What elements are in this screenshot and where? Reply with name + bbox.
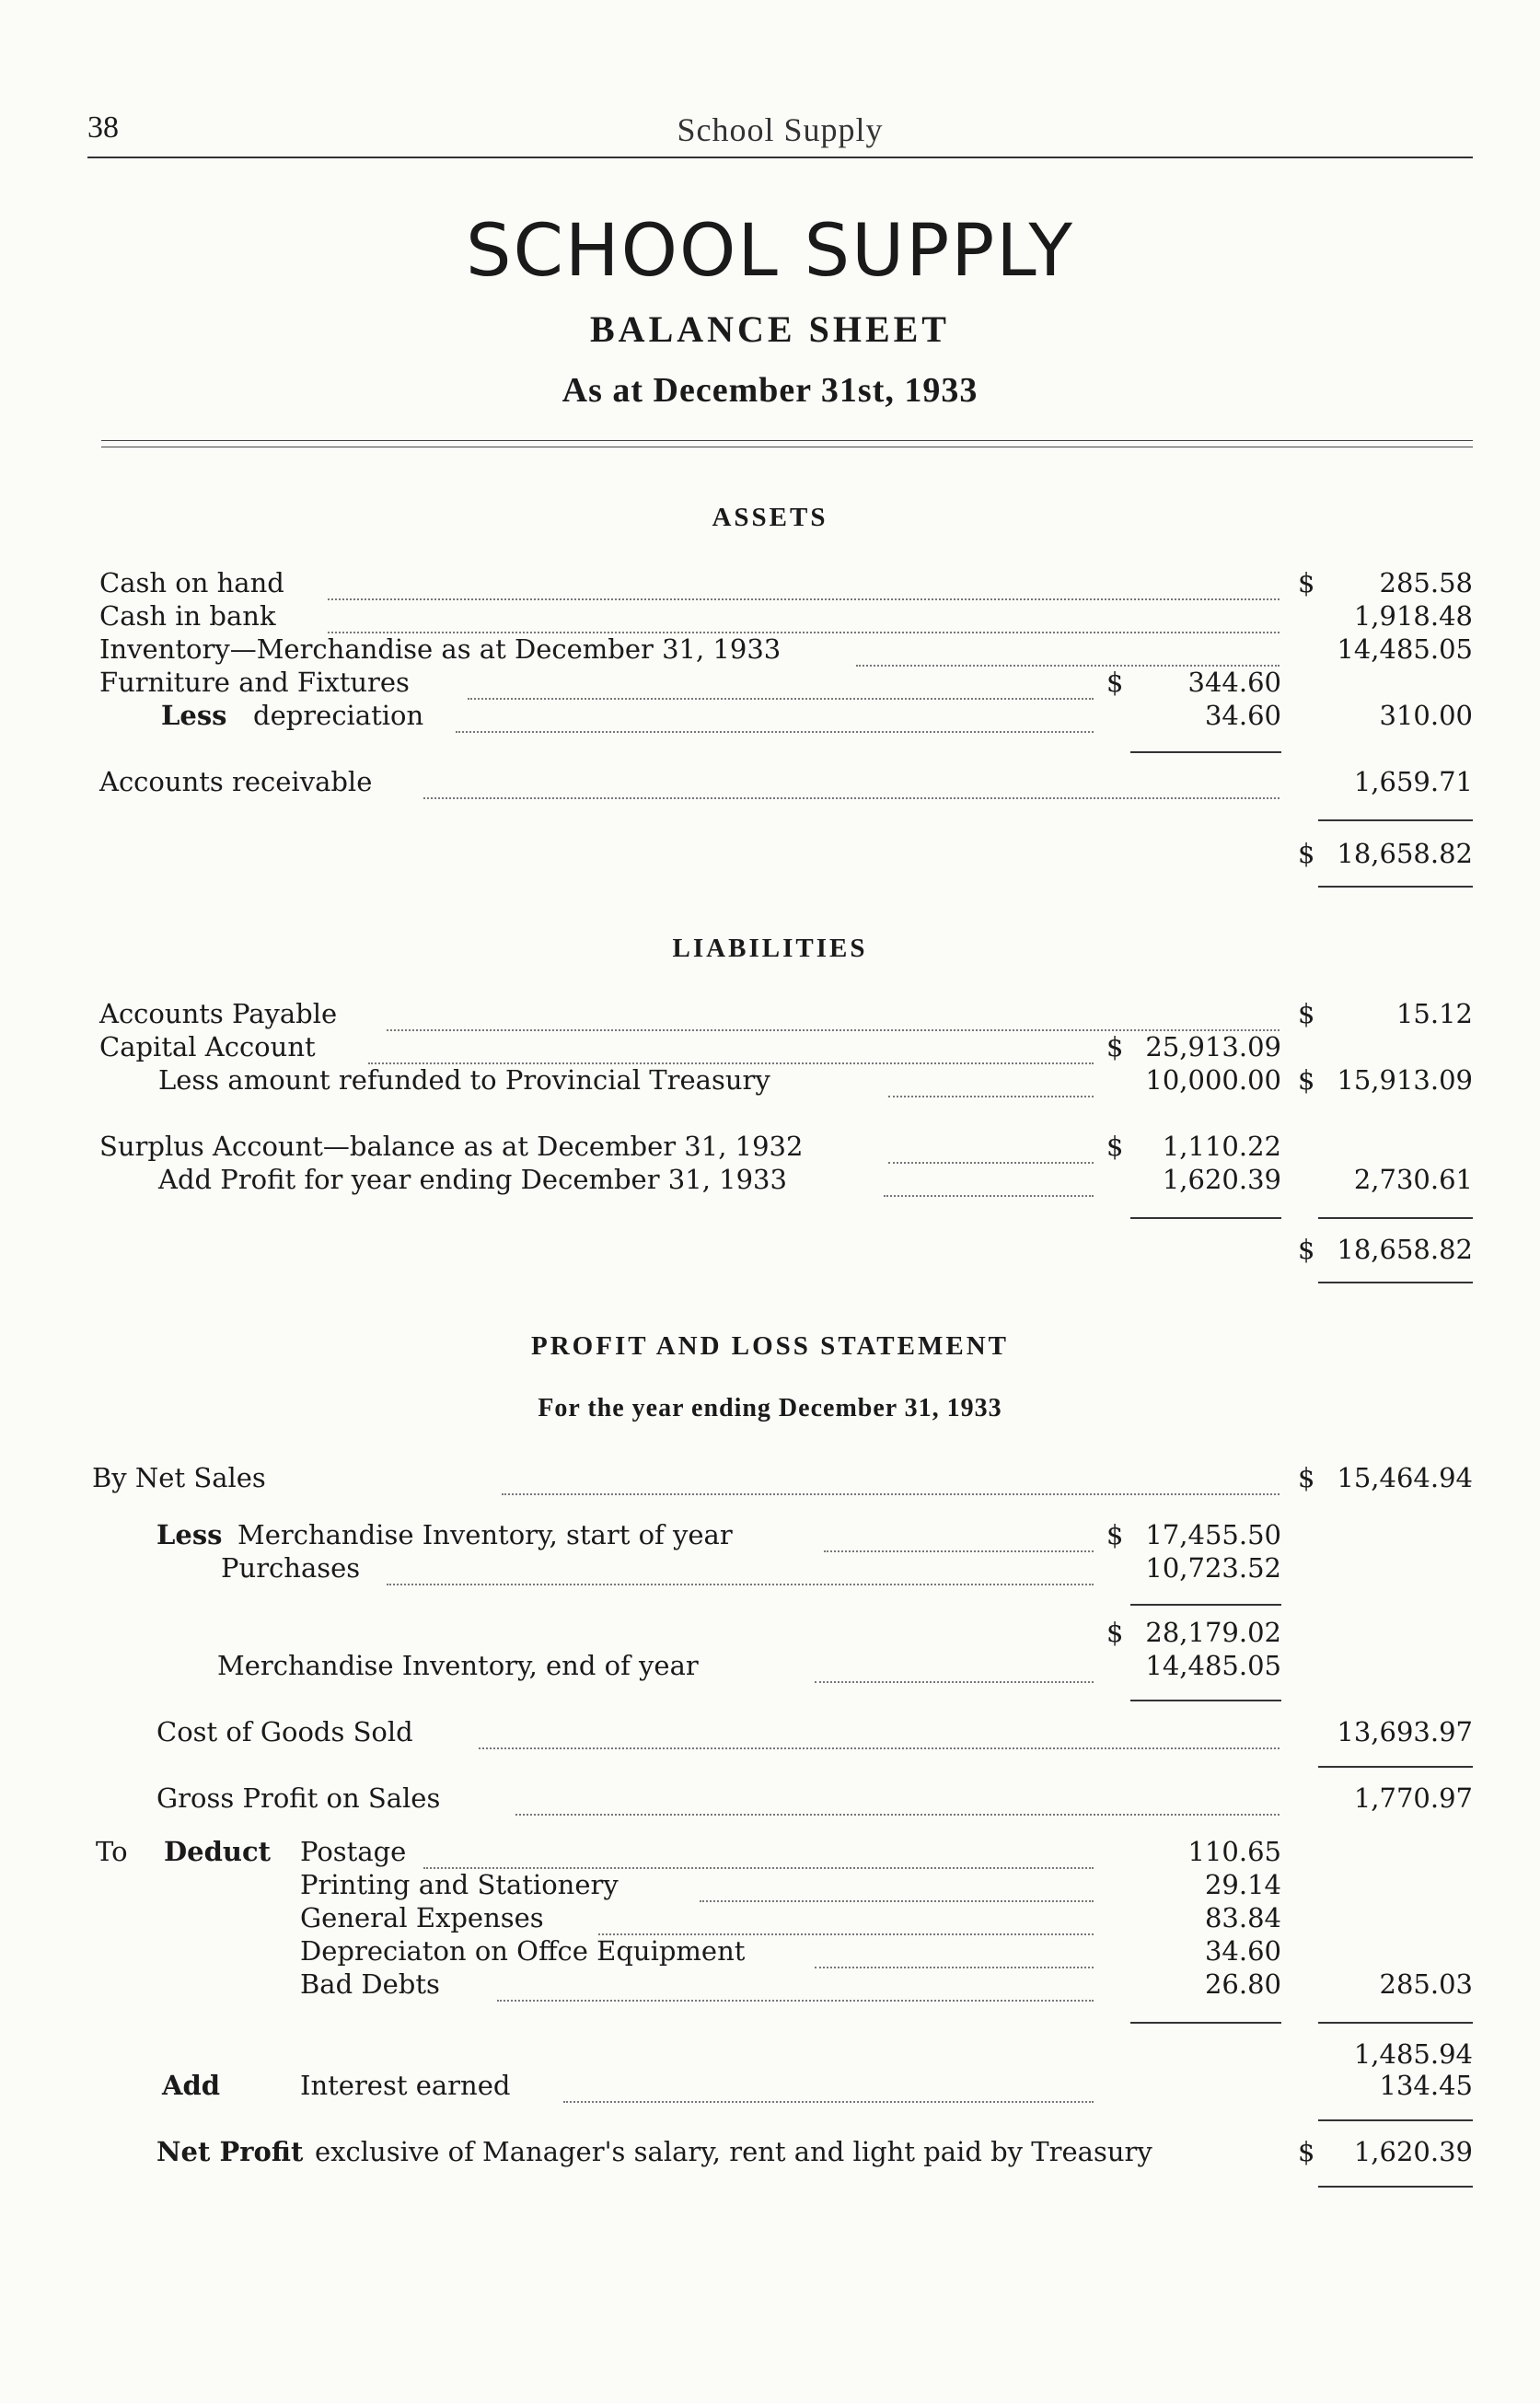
row-label: exclusive of Manager's salary, rent and light paid by Treasury [315,2136,1152,2167]
row-label: Inventory—Merchandise as at December 31, 1933 [99,633,782,665]
liability-row-capital [0,1031,1540,1064]
assets-heading: ASSETS [712,503,828,532]
dollar-sign: $ [1106,667,1124,698]
liability-row-refund [0,1064,1540,1097]
dollar-sign: $ [1298,998,1315,1029]
amount: 1,918.48 [1353,600,1473,632]
assets-total: 18,658.82 [1337,838,1473,869]
row-label: Gross Profit on Sales [156,1782,441,1814]
dot-leader [368,1031,1094,1064]
row-prefix: Less [156,1519,223,1550]
pnl-row-cogs [0,1716,1540,1749]
pnl-row-net-profit [0,2136,1540,2169]
dot-leader [563,2070,1094,2103]
dot-leader [497,1968,1094,2002]
row-prefix: Add [162,2070,221,2101]
row-label: Accounts receivable [99,766,373,797]
double-rule [101,440,1473,447]
amount: 134.45 [1379,2070,1473,2101]
row-label: Accounts Payable [99,998,338,1029]
amount: 1,770.97 [1353,1782,1473,1814]
amount: 285.58 [1379,567,1473,598]
total-rule [1318,2186,1473,2188]
amount: 10,000.00 [1145,1064,1281,1096]
row-label: By Net Sales [92,1462,266,1493]
deduct-prefix: Deduct [164,1836,272,1867]
amount: 26.80 [1204,1968,1281,2000]
dot-leader [423,766,1279,799]
amount: 15,913.09 [1337,1064,1473,1096]
amount: 28,179.02 [1145,1617,1281,1648]
dollar-sign: $ [1298,838,1315,869]
row-label: Purchases [221,1552,361,1584]
row-label: Cash on hand [99,567,284,598]
row-prefix: Net Profit [156,2136,304,2167]
document-title: SCHOOL SUPPLY [465,210,1075,293]
asset-row-furniture [0,667,1540,700]
dot-leader [328,567,1279,600]
row-label: Bad Debts [300,1968,440,2000]
row-label: Printing and Stationery [300,1869,619,1900]
pnl-row-inventory-end [0,1650,1540,1683]
running-header [87,110,1473,158]
dot-leader [598,1902,1094,1935]
liability-row-surplus [0,1131,1540,1164]
pnl-subheading: For the year ending December 31, 1933 [538,1394,1002,1422]
row-prefix: Less [161,700,227,731]
dollar-sign: $ [1298,567,1315,598]
liability-row-payable [0,998,1540,1031]
dollar-sign: $ [1106,1031,1124,1062]
dot-leader [502,1462,1279,1495]
asset-row-depreciation [0,700,1540,733]
subtotal-rule [1318,2022,1473,2024]
pnl-row-interest [0,2070,1540,2103]
amount: 1,620.39 [1162,1164,1281,1195]
row-label: Depreciaton on Offce Equipment [300,1935,746,1967]
pnl-row-general [0,1902,1540,1935]
row-label: Cash in bank [99,600,276,632]
document-subtitle: BALANCE SHEET [590,308,950,350]
subtotal-rule [1130,1217,1281,1219]
assets-total-row [0,838,1540,871]
dot-leader [423,1836,1094,1869]
pnl-row-subtotal [0,1617,1540,1650]
dot-leader [479,1716,1279,1749]
amount: 34.60 [1204,1935,1281,1967]
row-label: Less amount refunded to Provincial Treasury [158,1064,770,1096]
total-rule [1318,1217,1473,1219]
dot-leader [856,633,1279,667]
dot-leader [815,1650,1094,1683]
dot-leader [815,1935,1094,1968]
amount: 15.12 [1395,998,1473,1029]
asset-row-cash-on-hand [0,567,1540,600]
liability-row-profit [0,1164,1540,1197]
amount: 2,730.61 [1353,1164,1473,1195]
amount: 110.65 [1187,1836,1281,1867]
pnl-row-net-sales [0,1462,1540,1495]
pnl-row-postage [0,1836,1540,1869]
subtotal-rule [1130,1700,1281,1701]
net-profit-amount: 1,620.39 [1353,2136,1473,2167]
subtotal-rule [1130,2022,1281,2024]
amount: 285.03 [1379,1968,1473,2000]
amount: 1,485.94 [1353,2038,1473,2070]
asset-row-inventory [0,633,1540,667]
amount: 29.14 [1204,1869,1281,1900]
dollar-sign: $ [1298,1462,1315,1493]
deduct-prefix-to: To [96,1836,128,1867]
amount: 1,110.22 [1162,1131,1281,1162]
row-label: General Expenses [300,1902,544,1933]
amount: 310.00 [1379,700,1473,731]
amount: 25,913.09 [1145,1031,1281,1062]
dollar-sign: $ [1298,2136,1315,2167]
amount: 1,659.71 [1353,766,1473,797]
amount: 34.60 [1204,700,1281,731]
subtotal-rule [1130,1604,1281,1606]
dot-leader [387,998,1279,1031]
date-line: As at December 31st, 1933 [562,371,978,410]
amount: 14,485.05 [1145,1650,1281,1681]
dot-leader [468,667,1094,700]
amount: 15,464.94 [1337,1462,1473,1493]
dot-leader [515,1782,1279,1816]
dollar-sign: $ [1298,1234,1315,1265]
row-label: Surplus Account—balance as at December 31, 1932 [99,1131,804,1162]
amount: 83.84 [1204,1902,1281,1933]
row-label: Merchandise Inventory, start of year [237,1519,733,1550]
row-label: Postage [300,1836,407,1867]
pnl-row-after-deductions [0,2038,1540,2072]
amount: 344.60 [1187,667,1281,698]
pnl-row-purchases [0,1552,1540,1585]
dot-leader [387,1552,1094,1585]
dollar-sign: $ [1106,1131,1124,1162]
row-label: Interest earned [300,2070,511,2101]
row-label: Furniture and Fixtures [99,667,410,698]
dollar-sign: $ [1106,1617,1124,1648]
page-number: 38 [87,110,119,145]
amount: 14,485.05 [1337,633,1473,665]
pnl-row-printing [0,1869,1540,1902]
dot-leader [824,1519,1094,1552]
subtotal-rule [1318,1766,1473,1768]
total-rule [1318,886,1473,888]
row-label: Add Profit for year ending December 31, 1933 [158,1164,787,1195]
liabilities-total: 18,658.82 [1337,1234,1473,1265]
liabilities-total-row [0,1234,1540,1267]
row-label: Cost of Goods Sold [156,1716,413,1747]
pnl-row-depreciation [0,1935,1540,1968]
pnl-row-bad-debts [0,1968,1540,2002]
row-label: Merchandise Inventory, end of year [217,1650,699,1681]
pnl-row-inventory-start [0,1519,1540,1552]
dollar-sign: $ [1298,1064,1315,1096]
dot-leader [700,1869,1094,1902]
subtotal-rule [1318,2119,1473,2121]
running-title: School Supply [677,111,884,148]
pnl-heading: PROFIT AND LOSS STATEMENT [531,1331,1009,1361]
liabilities-heading: LIABILITIES [672,934,868,963]
dollar-sign: $ [1106,1519,1124,1550]
amount: 10,723.52 [1145,1552,1281,1584]
total-rule [1318,1282,1473,1283]
subtotal-rule [1130,751,1281,753]
amount: 17,455.50 [1145,1519,1281,1550]
row-label: depreciation [253,700,424,731]
pnl-row-gross-profit [0,1782,1540,1816]
total-rule [1318,819,1473,821]
row-label: Capital Account [99,1031,316,1062]
asset-row-receivable [0,766,1540,799]
dot-leader [456,700,1094,733]
dot-leader [328,600,1279,633]
asset-row-cash-in-bank [0,600,1540,633]
amount: 13,693.97 [1337,1716,1473,1747]
